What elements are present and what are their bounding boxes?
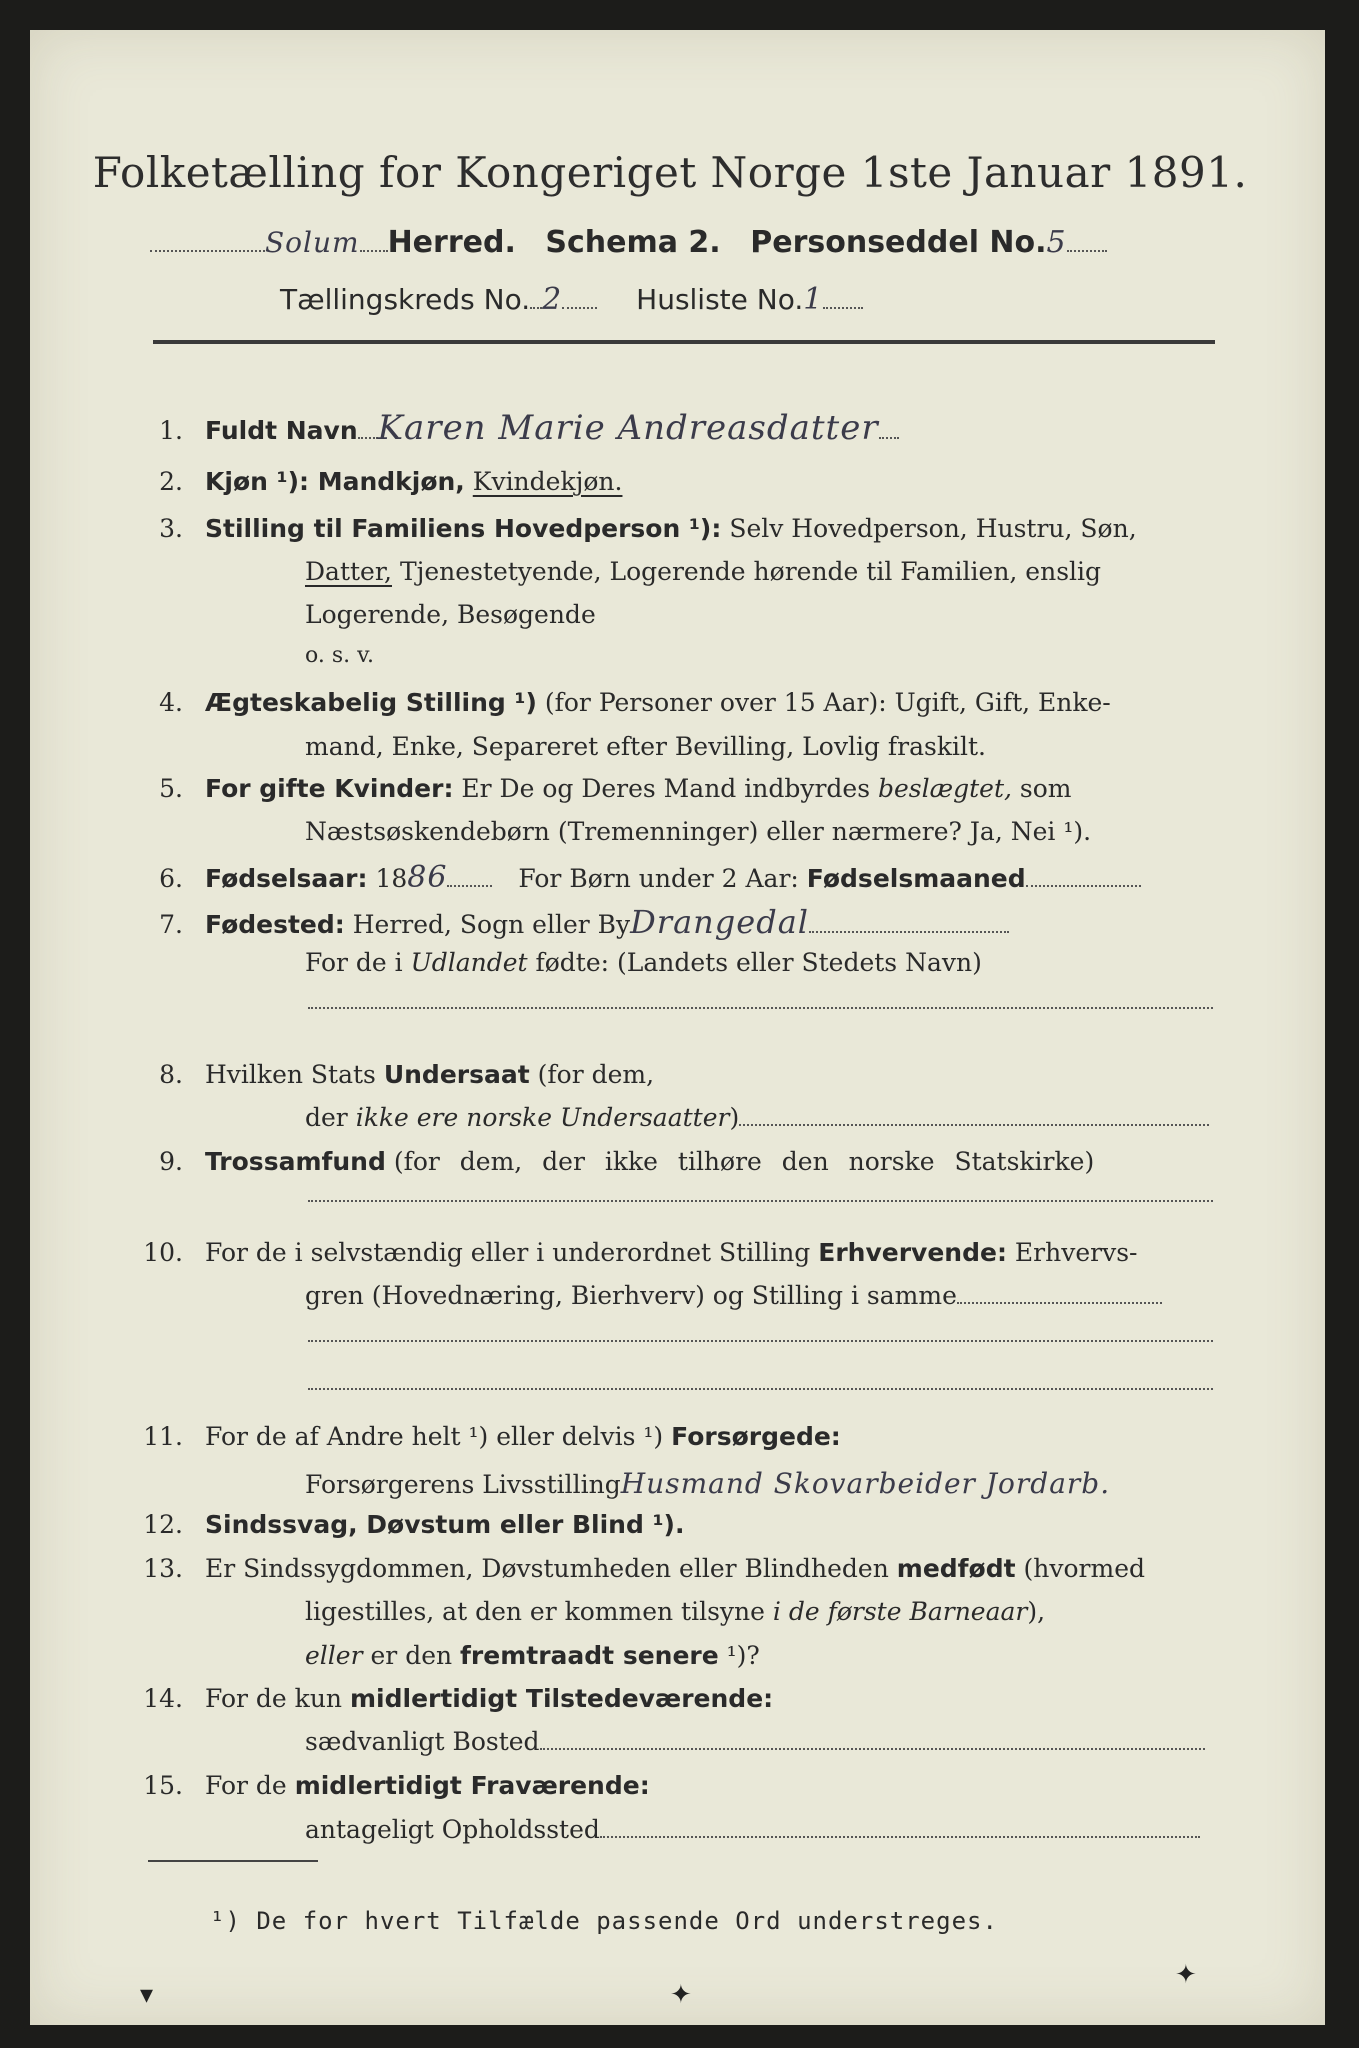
herred-label: Herred. [387,225,516,260]
item-6: 6. Fødselsaar: 1886 For Børn under 2 Aar: Fødselsmaaned [125,860,1141,895]
item-9: 9. Trossamfund (for dem, der ikke tilhøre den norske Statskirke) [159,1147,1095,1176]
birthplace-value: Drangedal [630,903,809,941]
item-4: 4. Ægteskabelig Stilling ¹) (for Personer over 15 Aar): Ugift, Gift, Enke- [159,688,1111,717]
item-15: 15. For de midlertidigt Fraværende: [143,1771,650,1800]
provider-occupation-value: Husmand Skovarbeider Jordarb. [620,1467,1111,1500]
item-11: 11. For de af Andre helt ¹) eller delvis ¹) Forsørgede: [143,1422,841,1451]
personseddel-label: Personseddel No. [750,225,1047,260]
item-3: 3. Stilling til Familiens Hovedperson ¹): Selv Hovedperson, Hustru, Søn, [159,514,1137,543]
kreds-value: 2 [542,282,563,317]
husliste-value: 1 [803,282,824,317]
gender-answer: Kvindekjøn. [472,467,623,496]
full-name-value: Karen Marie Andreasdatter [377,408,879,448]
item-1: 1. Fuldt Navn Karen Marie Andreasdatter [125,408,899,448]
item-14: 14. For de kun midlertidigt Tilstedeværende: [143,1684,774,1713]
header-divider [153,340,1215,344]
schema-label: Schema 2. [545,225,721,260]
husliste-label: Husliste No. [636,283,804,316]
item-8: 8. Hvilken Stats Undersaat (for dem, [159,1060,655,1089]
herred-value: Solum [265,226,360,259]
footnote: ¹) De for hvert Tilfælde passende Ord understreges. [210,1907,998,1935]
personseddel-value: 5 [1046,225,1067,260]
item-5: 5. For gifte Kvinder: Er De og Deres Mand indbyrdes beslægtet, som [159,774,1072,803]
footnote-divider [148,1860,318,1862]
item-10: 10. For de i selvstændig eller i underordnet Stilling Erhvervende: Erhvervs- [143,1238,1138,1267]
form-title: Folketælling for Kongeriget Norge 1ste Januar 1891. [92,148,1248,197]
center-mark: ✦ [670,1980,692,2010]
kreds-label: Tællingskreds No. [280,283,531,316]
item-2: 2. Kjøn ¹): Mandkjøn, Kvindekjøn. [159,467,623,496]
corner-mark: ▾ [140,1980,154,2010]
kreds-line [280,282,863,317]
item-13: 13. Er Sindssygdommen, Døvstumheden eller Blindheden medfødt (hvormed [143,1554,1146,1583]
item-12: 12. Sindssvag, Døvstum eller Blind ¹). [143,1510,685,1539]
herred-line [150,225,1107,260]
family-position-answer: Datter, [305,557,392,586]
item-7: 7. Fødested: Herred, Sogn eller ByDrangedal [125,903,1009,941]
census-form: Folketælling for Kongeriget Norge 1ste Januar 1891. Solum Herred. Schema 2. Personseddel No.5 Tællingskreds No. 2 Husliste No.1 1. Fuldt Navn Karen Marie Andreasdatter 2. Kjøn ¹): Mandkjøn, Kvindekjøn. 3. Stilling til Familiens Hovedperson ¹): Selv Hovedperson, Hustru, Søn, Datter, Tjenestetyende, Logerende hørende til Familien, enslig Logerende, Besøgende o. s. v. 4. Ægteskabelig Stilling ¹) (for Personer over 15 Aar): Ugift, Gift, Enke- mand, Enke, Separeret efter Bevilling, Lovlig fraskilt. 5. For gifte Kvinder: Er De og Deres Mand indbyrdes beslægtet, som Næstsøskendebørn (Tremenninger) eller nærmere? Ja, Nei ¹). 6. Fødselsaar: 1886 For Børn under 2 Aar: Fødselsmaaned 7. Fødested: Herred, Sogn eller ByDrangedal For de i Udlandet fødte: (Landets eller Stedets Navn) 8. Hvilken Stats Undersaat (for dem, der ikke ere norske Undersaatter) 9. Trossamfund (for dem, der ikke tilhøre den norske Statskirke) 10. For de i selvstændig eller i underordnet Stilling Erhvervende: Erhvervs- gren (Hovednæring, Bierhverv) og Stilling i samme 11. For de af Andre helt ¹) eller delvis ¹) Forsørgede: Forsørgerens LivsstillingHusmand Skovarbeider Jordarb. 12. Sindssvag, Døvstum eller Blind ¹). 13. Er Sindssygdommen, Døvstumheden eller Blindheden medfødt (hvormed ligestilles, at den er kommen tilsyne i de første Barneaar), eller er den fremtraadt senere ¹)? 14. For de kun midlertidigt Tilstedeværende: sædvanligt Bosted 15. For de midlertidigt Fraværende: antageligt Opholdssted ¹) De for hvert Tilfælde passende Ord understreges. ▾ ✦ ✦ [30,30,1325,2025]
birth-year-value: 86 [407,860,448,895]
corner-mark-right: ✦ [1175,1960,1197,1990]
